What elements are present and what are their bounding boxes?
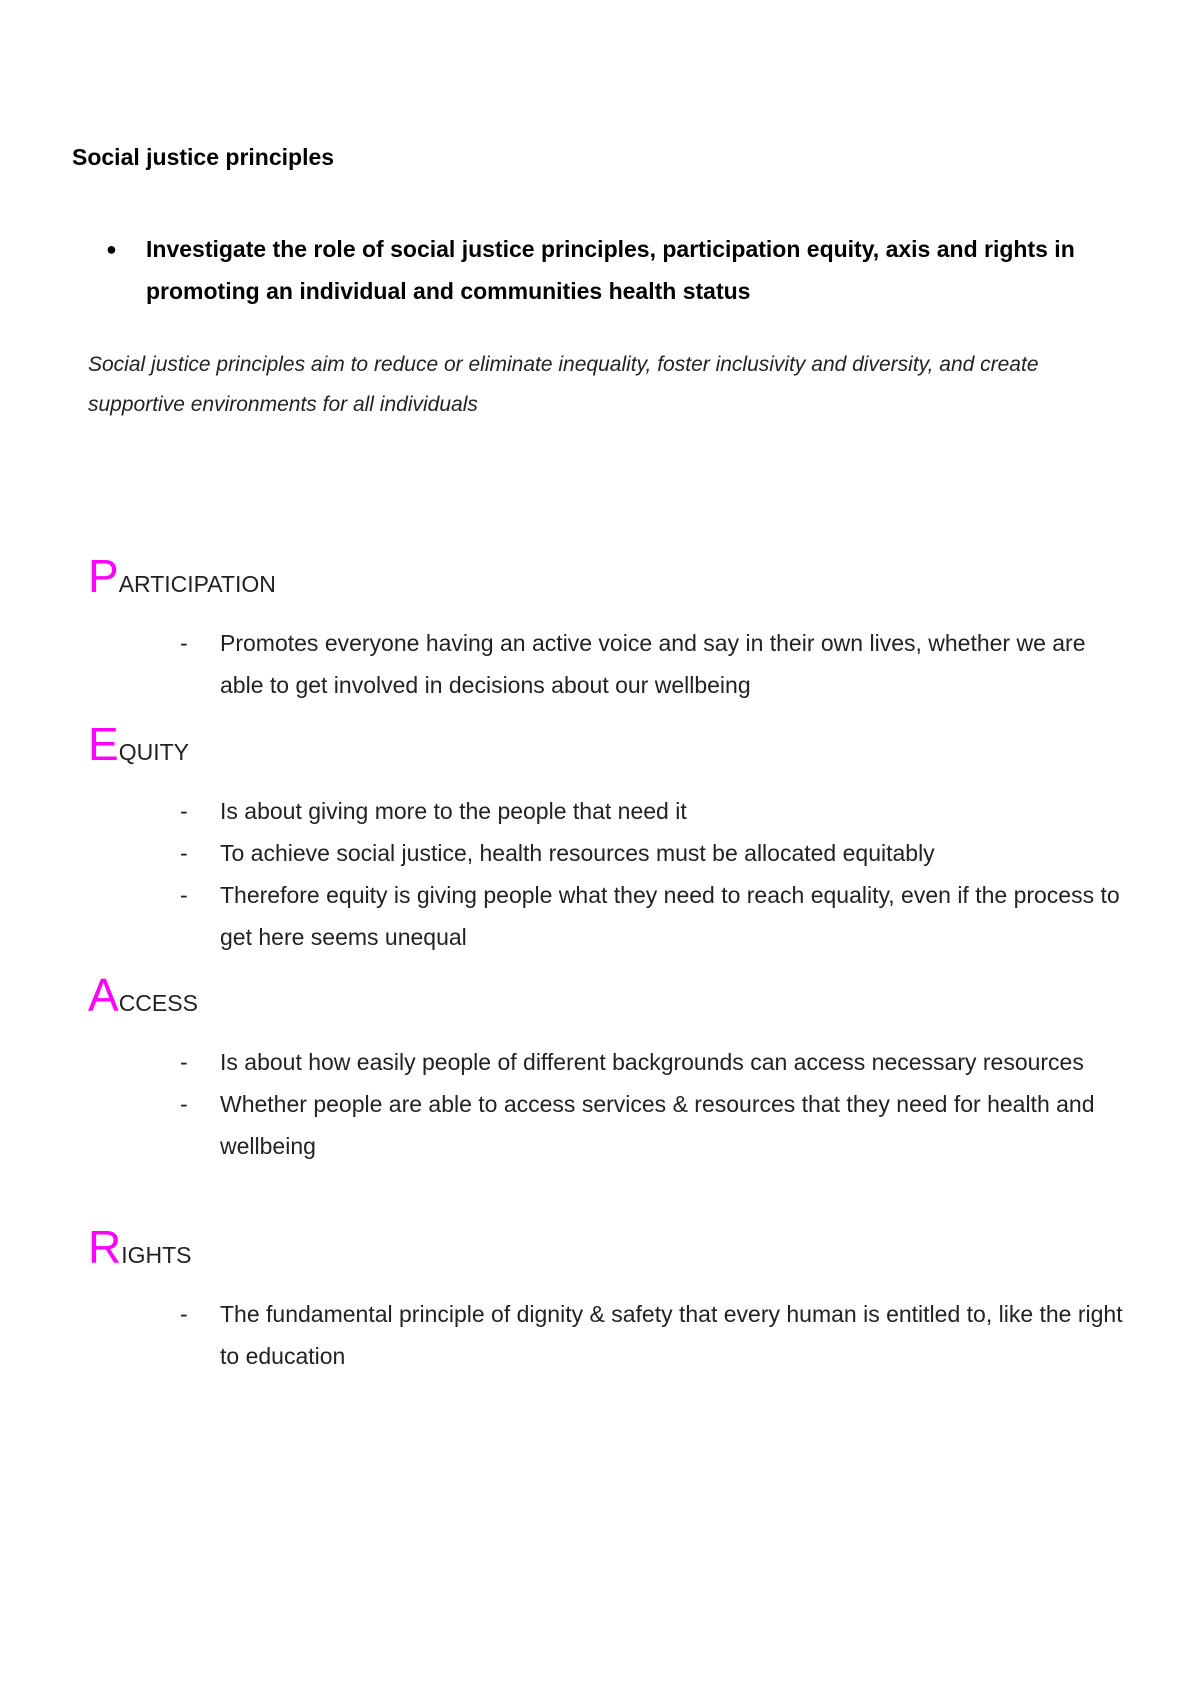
list-item — [180, 790, 1130, 832]
section-heading-access — [88, 969, 198, 1021]
rights-list — [180, 1293, 1130, 1377]
section-title-rest: IGHTS — [121, 1242, 192, 1268]
dash-marker: - — [180, 1049, 188, 1075]
section-initial: E — [88, 718, 119, 770]
participation-list — [180, 622, 1130, 706]
section-initial: P — [88, 550, 119, 602]
section-initial: A — [88, 969, 119, 1021]
list-item — [180, 1083, 1130, 1167]
list-item-text: To achieve social justice, health resources must be allocated equitably — [220, 840, 935, 866]
list-item — [180, 1293, 1130, 1377]
dash-marker: - — [180, 1301, 188, 1327]
section-heading-equity — [88, 718, 189, 770]
access-list — [180, 1041, 1130, 1167]
section-title-rest: ARTICIPATION — [118, 571, 276, 597]
section-heading-participation — [88, 550, 276, 602]
section-title-rest: QUITY — [118, 739, 189, 765]
list-item — [180, 874, 1130, 958]
list-item-text: Is about giving more to the people that need it — [220, 798, 687, 824]
bullet-icon: ● — [106, 239, 117, 259]
section-initial: R — [88, 1221, 122, 1273]
dash-marker: - — [180, 798, 188, 824]
section-heading-rights — [88, 1221, 192, 1273]
equity-list — [180, 790, 1130, 958]
intro-paragraph: Social justice principles aim to reduce or eliminate inequality, foster inclusivity and diversity, and create supportive environments for all individuals — [88, 353, 1039, 416]
list-item — [180, 832, 1130, 874]
dash-marker: - — [180, 840, 188, 866]
dash-marker: - — [180, 1091, 188, 1117]
objective-text: Investigate the role of social justice principles, participation equity, axis and rights in promoting an individual and communities health status — [146, 236, 1075, 304]
list-item-text: Therefore equity is giving people what they need to reach equality, even if the process to get here seems unequal — [220, 882, 1120, 950]
list-item — [180, 622, 1130, 706]
list-item-text: Is about how easily people of different backgrounds can access necessary resources — [220, 1049, 1084, 1075]
dash-marker: - — [180, 882, 188, 908]
page-title: Social justice principles — [72, 144, 335, 170]
objective-bullet-item — [106, 228, 1146, 312]
dash-marker: - — [180, 630, 188, 656]
list-item-text: The fundamental principle of dignity & safety that every human is entitled to, like the right to education — [220, 1301, 1123, 1369]
list-item-text: Promotes everyone having an active voice and say in their own lives, whether we are able to get involved in decisions about our wellbeing — [220, 630, 1086, 698]
list-item-text: Whether people are able to access services & resources that they need for health and wellbeing — [220, 1091, 1095, 1159]
section-title-rest: CCESS — [118, 990, 198, 1016]
list-item — [180, 1041, 1130, 1083]
